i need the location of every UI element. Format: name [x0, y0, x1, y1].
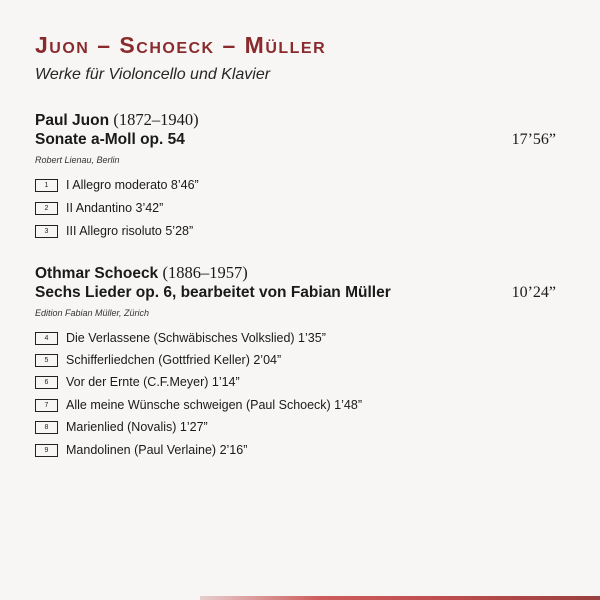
track-number: 3	[35, 225, 58, 238]
track-label: Vor der Ernte (C.F.Meyer) 1’14”	[66, 375, 240, 389]
track-item	[35, 330, 326, 346]
track-number: 8	[35, 421, 58, 434]
track-item	[35, 374, 240, 390]
composer-dates: (1872–1940)	[113, 110, 199, 129]
track-label: I Allegro moderato 8’46”	[66, 178, 199, 192]
track-item	[35, 223, 193, 239]
track-item	[35, 200, 163, 216]
bottom-color-strip	[200, 596, 600, 600]
composer-dates: (1886–1957)	[162, 263, 248, 282]
track-item	[35, 397, 362, 413]
track-number: 1	[35, 179, 58, 192]
track-number: 6	[35, 376, 58, 389]
work-duration: 17’56”	[511, 131, 556, 148]
track-label: II Andantino 3’42”	[66, 201, 164, 215]
composer-name: Othmar Schoeck	[35, 265, 159, 282]
track-number: 2	[35, 202, 58, 215]
track-label: Schifferliedchen (Gottfried Keller) 2’04”	[66, 353, 282, 367]
track-label: Die Verlassene (Schwäbisches Volkslied) 1’35”	[66, 331, 326, 345]
track-number: 4	[35, 332, 58, 345]
track-item	[35, 442, 247, 458]
composer-heading-schoeck	[35, 263, 248, 283]
track-item	[35, 419, 208, 435]
track-label: Alle meine Wünsche schweigen (Paul Schoeck) 1’48”	[66, 398, 362, 412]
track-label: III Allegro risoluto 5’28”	[66, 224, 194, 238]
composer-name: Paul Juon	[35, 112, 110, 129]
track-label: Mandolinen (Paul Verlaine) 2’16”	[66, 443, 248, 457]
track-item	[35, 352, 281, 368]
work-duration: 10’24”	[511, 284, 556, 301]
composer-heading-juon	[35, 110, 199, 130]
track-number: 9	[35, 444, 58, 457]
track-label: Marienlied (Novalis) 1’27”	[66, 420, 208, 434]
page-title: Juon – Schoeck – Müller	[35, 32, 327, 58]
work-title: Sonate a-Moll op. 54	[35, 131, 185, 148]
track-item	[35, 177, 199, 193]
track-number: 5	[35, 354, 58, 367]
work-title: Sechs Lieder op. 6, bearbeitet von Fabian Müller	[35, 284, 391, 301]
page-subtitle: Werke für Violoncello und Klavier	[35, 66, 271, 83]
publisher: Robert Lienau, Berlin	[35, 155, 120, 165]
track-number: 7	[35, 399, 58, 412]
publisher: Edition Fabian Müller, Zürich	[35, 308, 150, 318]
